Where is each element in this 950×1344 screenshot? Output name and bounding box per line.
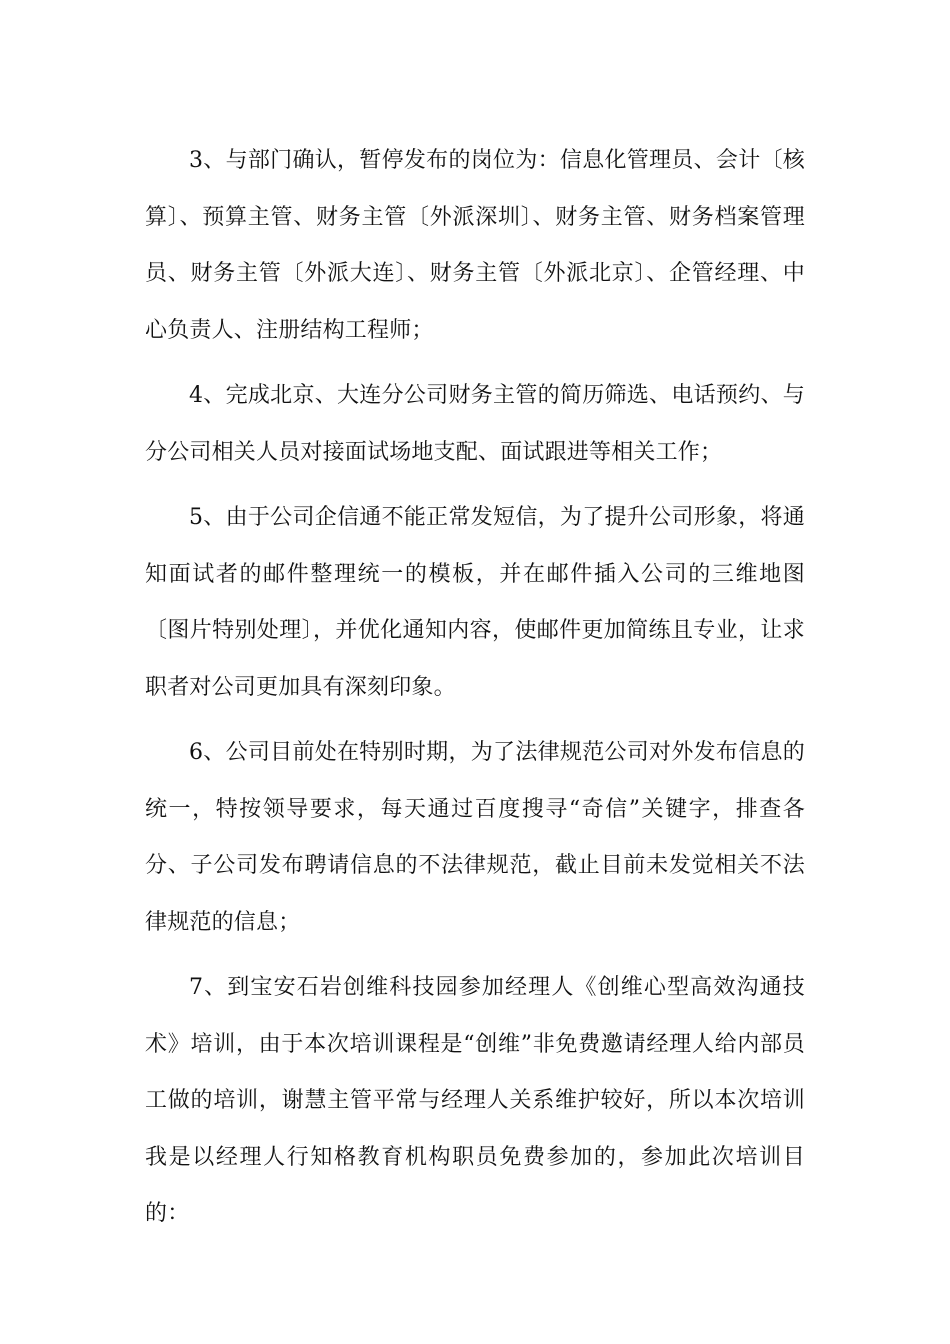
paragraph-item-7: 7、到宝安石岩创维科技园参加经理人《创维心型高效沟通技术》培训，由于本次培训课程是“创维”非免费邀请经理人给内部员工做的培训，谢慧主管平常与经理人关系维护较好，所以本次培训我是以经理人行知格教育机构职员免费参加的，参加此次培训目的： <box>145 975 805 1226</box>
paragraph-item-5: 5、由于公司企信通不能正常发短信，为了提升公司形象，将通知面试者的邮件整理统一的模板，并在邮件插入公司的三维地图〔图片特别处理〕，并优化通知内容，使邮件更加简练且专业，让求职者对公司更加具有深刻印象。 <box>145 505 805 700</box>
paragraph-item-6: 6、公司目前处在特别时期，为了法律规范公司对外发布信息的统一，特按领导要求，每天通过百度搜寻“奇信”关键字，排查各分、子公司发布聘请信息的不法律规范，截止目前未发觉相关不法律规范的信息； <box>145 740 805 935</box>
paragraph-item-3: 3、与部门确认，暂停发布的岗位为：信息化管理员、会计〔核算〕、预算主管、财务主管〔外派深圳〕、财务主管、财务档案管理员、财务主管〔外派大连〕、财务主管〔外派北京〕、企管经理、中心负责人、注册结构工程师； <box>145 148 805 343</box>
paragraph-item-4: 4、完成北京、大连分公司财务主管的简历筛选、电话预约、与分公司相关人员对接面试场地支配、面试跟进等相关工作； <box>145 383 805 465</box>
document-body <box>145 133 805 1252</box>
